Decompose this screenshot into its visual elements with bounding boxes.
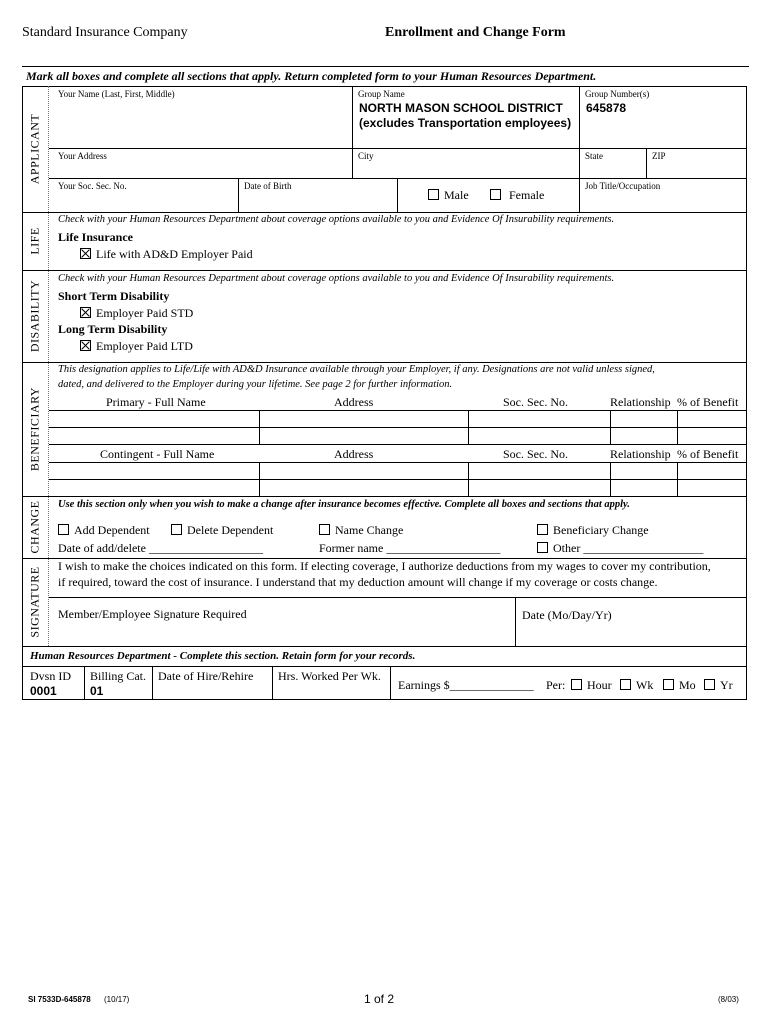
change-section-label: CHANGE	[27, 500, 42, 554]
life-option-label: Life with AD&D Employer Paid	[96, 247, 253, 261]
per-hour-label: Hour	[587, 678, 612, 692]
std-option-checkbox[interactable]	[80, 306, 193, 321]
signature-statement-line1: I wish to make the choices indicated on this form. If electing coverage, I authorize deductions from my wages to cover my contribution,	[58, 559, 711, 573]
beneficiary-change-checkbox[interactable]	[537, 523, 649, 538]
contingent-name-input[interactable]	[50, 463, 258, 478]
per-month-checkbox[interactable]	[663, 678, 696, 693]
divider	[22, 270, 747, 271]
group-name-value: NORTH MASON SCHOOL DISTRICT (excludes Transportation employees)	[359, 101, 572, 130]
per-label: Per:	[546, 678, 566, 692]
checkbox-icon	[663, 679, 674, 690]
signature-side-label	[22, 558, 49, 646]
job-title-label: Job Title/Occupation	[585, 181, 661, 191]
date-add-delete-field[interactable]: Date of add/delete ___________________	[58, 541, 263, 555]
delete-dependent-checkbox[interactable]	[171, 523, 273, 538]
zip-label: ZIP	[652, 151, 666, 161]
state-field[interactable]	[585, 151, 603, 161]
per-year-checkbox[interactable]	[704, 678, 733, 693]
delete-dependent-label: Delete Dependent	[187, 523, 274, 537]
other-checkbox[interactable]	[537, 541, 703, 556]
company-name: Standard Insurance Company	[22, 25, 188, 40]
beneficiary-change-label: Beneficiary Change	[553, 523, 649, 537]
checkbox-icon	[537, 542, 548, 553]
std-heading: Short Term Disability	[58, 289, 170, 303]
job-title-field[interactable]	[585, 181, 660, 191]
dob-field[interactable]	[244, 181, 292, 191]
female-checkbox[interactable]	[490, 188, 544, 203]
beneficiary-note-line1: This designation applies to Life/Life with AD&D Insurance available through your Employer, if any. Designations are not valid unless signed,	[58, 364, 655, 375]
checkbox-icon	[428, 189, 439, 200]
per-year-label: Yr	[720, 678, 733, 692]
primary-ssn-header: Soc. Sec. No.	[503, 395, 568, 409]
checkbox-icon	[571, 679, 582, 690]
contingent-relationship-header: Relationship	[610, 447, 671, 461]
checkbox-icon	[490, 189, 501, 200]
form-instructions: Mark all boxes and complete all sections that apply. Return completed form to your Human Resources Department.	[26, 69, 597, 83]
signature-statement-line2: if required, toward the cost of insurance. I understand that my deduction amount will change if my coverage or costs change.	[58, 575, 658, 589]
beneficiary-section-label: BENEFICIARY	[27, 386, 42, 472]
checkbox-icon	[319, 524, 330, 535]
address-label: Your Address	[58, 151, 107, 161]
life-heading: Life Insurance	[58, 230, 133, 244]
contingent-name-header: Contingent - Full Name	[100, 447, 215, 461]
male-checkbox[interactable]	[428, 188, 469, 203]
hire-date-field[interactable]	[158, 669, 253, 684]
life-section-label: LIFE	[27, 227, 42, 255]
primary-name-input[interactable]	[50, 411, 258, 426]
checkbox-icon	[58, 524, 69, 535]
city-field[interactable]	[358, 151, 374, 161]
former-name-field[interactable]: Former name ___________________	[319, 541, 501, 555]
signature-section-label: SIGNATURE	[27, 566, 42, 638]
dvsn-id-value: 0001	[30, 684, 57, 698]
std-option-label: Employer Paid STD	[96, 306, 194, 320]
beneficiary-side-label	[22, 362, 49, 496]
revision-date: (8/03)	[718, 995, 739, 1004]
checked-box-icon	[80, 248, 91, 259]
checked-box-icon	[80, 307, 91, 318]
disability-note: Check with your Human Resources Department about coverage options available to you and Evidence Of Insurability requirements.	[58, 273, 615, 284]
divider	[22, 646, 747, 647]
change-side-label	[22, 496, 49, 558]
life-note: Check with your Human Resources Department about coverage options available to you and Evidence Of Insurability requirements.	[58, 214, 615, 225]
female-label: Female	[509, 188, 545, 202]
dvsn-id-label: Dvsn ID	[30, 669, 71, 683]
signature-date-label: Date (Mo/Day/Yr)	[522, 608, 612, 622]
dob-label: Date of Birth	[244, 181, 292, 191]
group-number-value: 645878	[586, 101, 627, 115]
state-label: State	[585, 151, 603, 161]
contingent-ssn-header: Soc. Sec. No.	[503, 447, 568, 461]
checked-box-icon	[80, 340, 91, 351]
member-signature-field[interactable]	[58, 607, 247, 622]
form-title: Enrollment and Change Form	[385, 25, 566, 40]
billing-cat-value: 01	[90, 684, 104, 698]
life-side-label	[22, 212, 49, 270]
billing-cat-label: Billing Cat.	[90, 669, 147, 683]
hr-note: Human Resources Department - Complete this section. Retain form for your records.	[30, 650, 416, 662]
per-hour-checkbox[interactable]	[571, 678, 612, 693]
applicant-section-label: APPLICANT	[27, 113, 42, 185]
checkbox-icon	[171, 524, 182, 535]
header-rule	[22, 66, 749, 67]
name-change-checkbox[interactable]	[319, 523, 403, 538]
hours-worked-field[interactable]	[278, 669, 381, 684]
divider	[22, 496, 747, 497]
address-field[interactable]	[58, 151, 107, 161]
checkbox-icon	[537, 524, 548, 535]
name-label: Your Name (Last, First, Middle)	[58, 89, 175, 99]
primary-relationship-header: Relationship	[610, 395, 671, 409]
ltd-option-checkbox[interactable]	[80, 339, 193, 354]
disability-section-label: DISABILITY	[27, 279, 42, 353]
change-note: Use this section only when you wish to make a change after insurance becomes effective. Complete all boxes and sections that apply.	[58, 499, 630, 510]
applicant-side-label	[22, 86, 49, 212]
group-number-label: Group Number(s)	[585, 89, 650, 99]
signature-date-field[interactable]	[522, 608, 612, 623]
per-week-checkbox[interactable]	[620, 678, 653, 693]
page-number: 1 of 2	[364, 992, 395, 1006]
ltd-option-label: Employer Paid LTD	[96, 339, 193, 353]
ltd-heading: Long Term Disability	[58, 322, 168, 336]
primary-name-header: Primary - Full Name	[106, 395, 206, 409]
add-dependent-checkbox[interactable]	[58, 523, 150, 538]
form-code: SI 7533D-645878	[28, 995, 91, 1004]
earnings-field[interactable]: Earnings $______________	[398, 678, 534, 692]
add-dependent-label: Add Dependent	[74, 523, 150, 537]
group-name-label: Group Name	[358, 89, 405, 99]
zip-field[interactable]	[652, 151, 666, 161]
checkbox-icon	[620, 679, 631, 690]
male-label: Male	[444, 188, 469, 202]
member-signature-label: Member/Employee Signature Required	[58, 607, 247, 621]
ssn-field[interactable]	[58, 181, 127, 191]
hours-worked-label: Hrs. Worked Per Wk.	[278, 669, 381, 683]
primary-address-header: Address	[334, 395, 374, 409]
contingent-percent-header: % of Benefit	[677, 447, 739, 461]
contingent-address-header: Address	[334, 447, 374, 461]
divider	[22, 212, 747, 213]
divider	[22, 362, 747, 363]
checkbox-icon	[704, 679, 715, 690]
primary-percent-header: % of Benefit	[677, 395, 739, 409]
city-label: City	[358, 151, 374, 161]
hire-date-label: Date of Hire/Rehire	[158, 669, 254, 683]
beneficiary-note-line2: dated, and delivered to the Employer during your lifetime. See page 2 for further information.	[58, 379, 453, 390]
life-option-checkbox[interactable]	[80, 247, 253, 262]
disability-side-label	[22, 270, 49, 362]
name-field[interactable]	[58, 89, 175, 99]
per-month-label: Mo	[679, 678, 696, 692]
per-week-label: Wk	[636, 678, 654, 692]
other-label: Other ____________________	[553, 541, 704, 555]
ssn-label: Your Soc. Sec. No.	[58, 181, 127, 191]
form-date: (10/17)	[104, 995, 130, 1004]
name-change-label: Name Change	[335, 523, 404, 537]
